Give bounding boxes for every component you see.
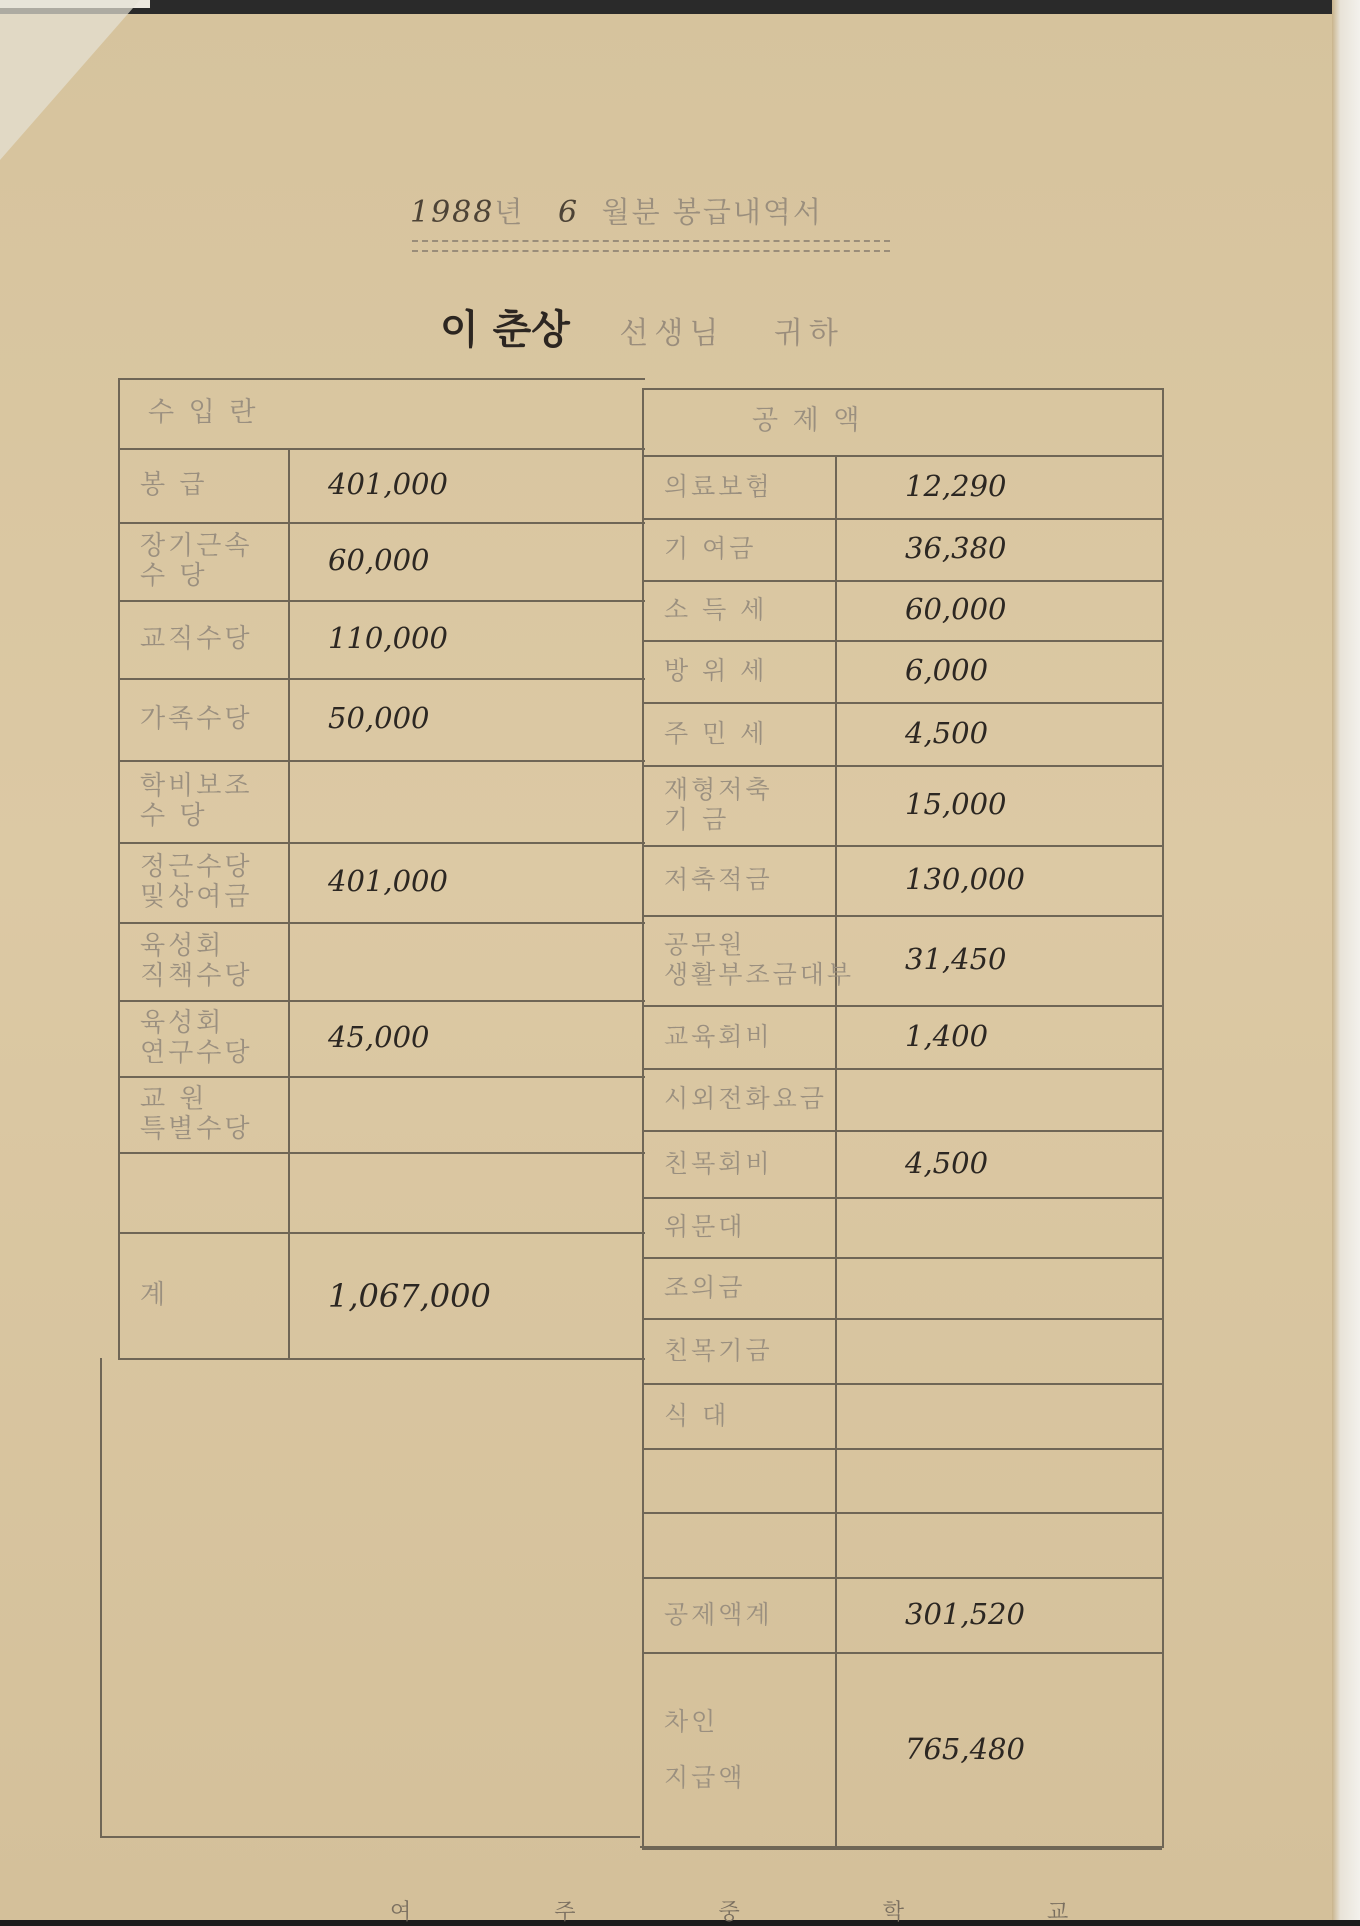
deduction-label: 식 대 (664, 1400, 730, 1430)
left-bottom-border (100, 1836, 640, 1838)
title-year-suffix: 년 (494, 195, 525, 229)
deduction-label: 조의금 (664, 1272, 746, 1302)
income-row-border (118, 600, 645, 602)
income-label: 육성회 직책수당 (140, 931, 253, 991)
footer-school: 여 주 중 학 교 (390, 1900, 1137, 1925)
income-header: 수 입 란 (148, 397, 259, 428)
income-row-border (118, 1076, 645, 1078)
deduction-label: 친목회비 (664, 1148, 773, 1178)
income-row-border (118, 1232, 645, 1234)
deduction-value: 12,290 (905, 468, 1007, 503)
income-value: 401,000 (328, 467, 448, 501)
deduction-row-border (642, 1577, 1162, 1579)
income-top-border (118, 378, 645, 380)
deduction-row-border (642, 640, 1162, 642)
income-label: 정근수당 및상여금 (140, 852, 253, 912)
title-underline (412, 240, 890, 252)
deduction-row-border (642, 765, 1162, 767)
deduction-left-border (642, 388, 644, 1848)
deduction-label: 교육회비 (664, 1021, 773, 1051)
income-row-border (118, 678, 645, 680)
deduction-label: 공무원 생활부조금대부 (664, 930, 855, 989)
income-row-border (118, 842, 645, 844)
income-row-border (118, 1358, 645, 1360)
title-month: 6 (558, 195, 580, 230)
deduction-value: 15,000 (905, 787, 1007, 821)
deduction-row-border (642, 1197, 1162, 1199)
deduction-value: 6,000 (905, 653, 989, 687)
income-row-border (118, 760, 645, 762)
recipient-honorific: 선생님 (619, 316, 725, 351)
recipient-honorific-2: 귀하 (773, 316, 844, 351)
income-row-border (118, 522, 645, 524)
income-row-border (118, 448, 645, 450)
deduction-row-border (642, 1383, 1162, 1385)
deduction-value: 301,520 (905, 1596, 1025, 1631)
deduction-row-border (642, 845, 1162, 847)
income-value: 45,000 (328, 1020, 430, 1054)
deduction-value: 60,000 (905, 592, 1007, 626)
title-year: 1988 (410, 195, 495, 230)
deduction-row-border (642, 1005, 1162, 1007)
deduction-value: 31,450 (905, 942, 1007, 976)
deduction-row-border (642, 1068, 1162, 1070)
deduction-label: 저축적금 (664, 865, 773, 894)
income-label: 가족수당 (140, 704, 253, 734)
deduction-row-border (642, 1257, 1162, 1259)
deduction-row-border (642, 580, 1162, 582)
deduction-row-border (642, 702, 1162, 704)
income-row-border (118, 922, 645, 924)
deduction-header: 공 제 액 (752, 405, 863, 436)
income-label: 교직수당 (140, 624, 253, 654)
title-text: 월분 봉급내역서 (601, 195, 823, 229)
recipient-line (440, 298, 920, 358)
income-value: 60,000 (328, 543, 430, 577)
deduction-value: 4,500 (905, 1145, 989, 1180)
deduction-row-border (642, 455, 1162, 457)
deduction-label: 방 위 세 (664, 656, 768, 685)
deduction-row-border (642, 1512, 1162, 1514)
deduction-label: 소 득 세 (664, 595, 768, 624)
income-label: 육성회 연구수당 (140, 1008, 253, 1068)
deduction-row-border (642, 915, 1162, 917)
income-label: 학비보조 수 당 (140, 771, 253, 831)
deduction-label: 위문대 (664, 1212, 746, 1241)
income-value: 50,000 (328, 701, 430, 735)
income-left-border (118, 378, 120, 1358)
income-row-border (118, 1152, 645, 1154)
deduction-top-border (642, 388, 1162, 390)
deduction-label: 의료보험 (664, 471, 773, 501)
deduction-row-border (642, 518, 1162, 520)
income-value: 110,000 (328, 621, 448, 655)
deduction-label: 기 여금 (664, 534, 757, 563)
deduction-label: 친목기금 (664, 1335, 773, 1365)
deduction-value: 36,380 (905, 531, 1007, 565)
deduction-label: 시외전화요금 (664, 1084, 827, 1113)
folded-corner (0, 0, 140, 160)
income-value: 1,067,000 (328, 1277, 491, 1315)
deduction-row-border (642, 1130, 1162, 1132)
deduction-label: 공제액계 (664, 1599, 773, 1629)
deduction-bottom-border (640, 1846, 1162, 1848)
deduction-value: 1,400 (905, 1018, 989, 1053)
scan-top-edge (0, 0, 1360, 14)
income-row-border (118, 1000, 645, 1002)
recipient-name: 이 춘상 (440, 306, 570, 353)
income-label: 봉 급 (140, 470, 208, 500)
deduction-value: 130,000 (905, 862, 1025, 896)
deduction-label: 재형저축 기 금 (664, 775, 773, 834)
deduction-right-border (1162, 388, 1164, 1848)
page-title (410, 190, 910, 240)
left-lower-border (100, 1358, 102, 1838)
deduction-row-border (642, 1448, 1162, 1450)
deduction-value: 765,480 (905, 1732, 1025, 1766)
deduction-row-border (642, 1318, 1162, 1320)
income-label: 교 원 특별수당 (140, 1084, 253, 1144)
income-label: 계 (140, 1280, 169, 1310)
deduction-row-border (642, 1848, 1162, 1850)
deduction-label: 차인 지급액 (664, 1707, 746, 1792)
deduction-row-border (642, 1652, 1162, 1654)
income-value: 401,000 (328, 864, 448, 898)
scan-right-edge (1332, 0, 1360, 1920)
income-label: 장기근속 수 당 (140, 531, 253, 591)
deduction-label: 주 민 세 (664, 718, 768, 748)
deduction-value: 4,500 (905, 715, 989, 750)
